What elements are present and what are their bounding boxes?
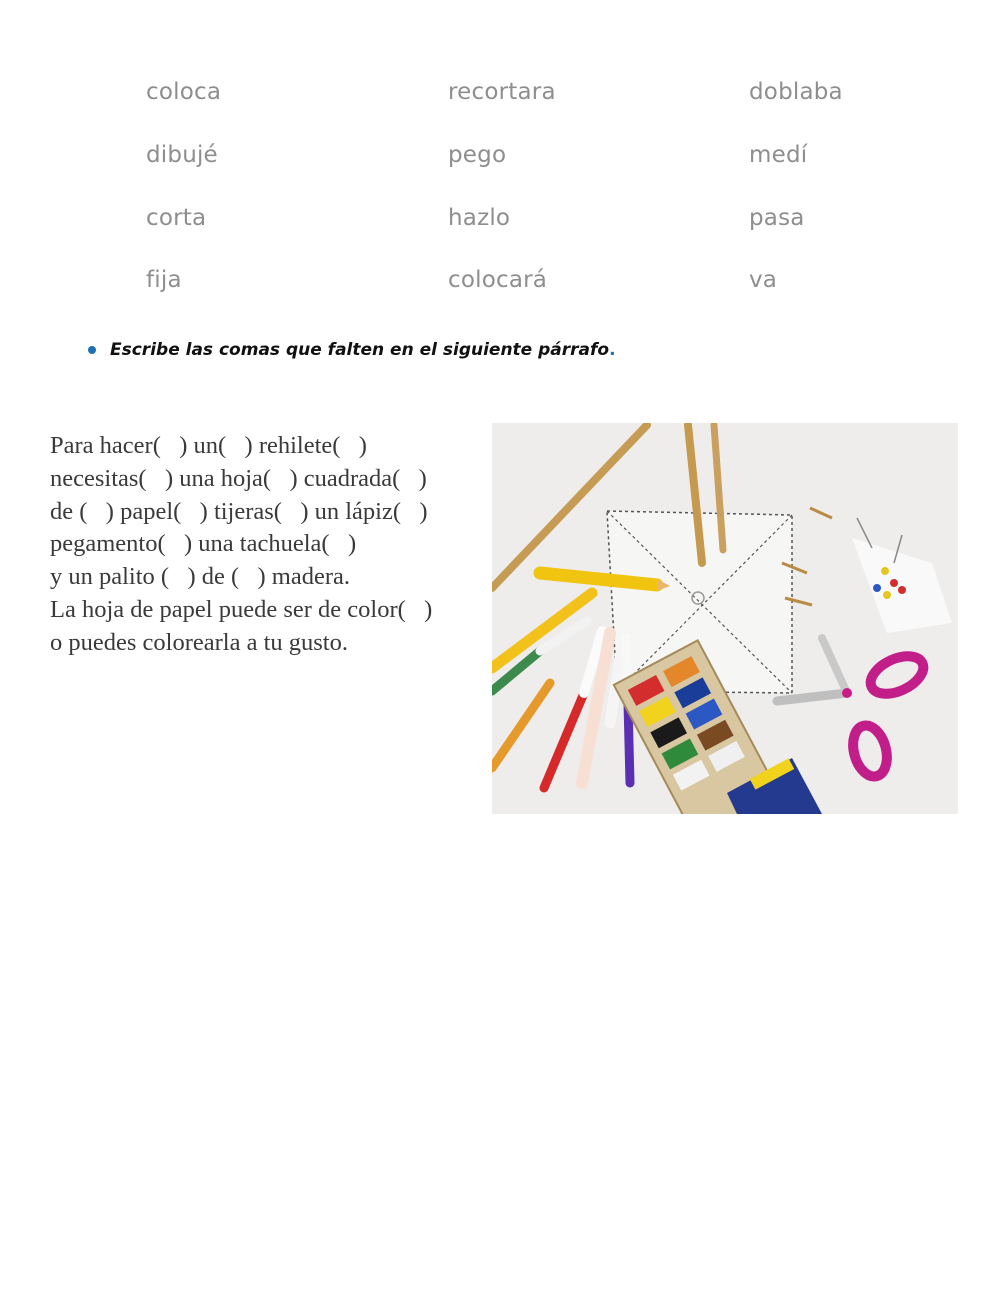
word-cell: pasa (749, 205, 805, 231)
word-cell: colocará (448, 267, 548, 293)
instruction-period: . (609, 340, 616, 360)
paragraph-line: o puedes colorearla a tu gusto. (50, 628, 348, 656)
bullet-icon (88, 346, 96, 354)
word-cell: coloca (146, 79, 222, 105)
word-cell: dibujé (146, 142, 218, 168)
word-cell: fija (146, 267, 182, 293)
word-cell: corta (146, 205, 207, 231)
paragraph-line: pegamento( ) una tachuela( ) (50, 530, 357, 558)
paragraph-line: de ( ) papel( ) tijeras( ) un lápiz( ) (50, 497, 428, 525)
word-table (146, 72, 906, 312)
instruction (88, 340, 616, 360)
paragraph-line: La hoja de papel puede ser de color( ) (50, 595, 433, 623)
paragraph-line: y un palito ( ) de ( ) madera. (50, 563, 351, 591)
word-cell: hazlo (448, 205, 511, 231)
word-cell: medí (749, 142, 808, 168)
craft-supplies-photo (492, 423, 958, 814)
word-cell: va (749, 267, 778, 293)
paragraph-line: Para hacer( ) un( ) rehilete( ) (50, 432, 367, 459)
exercise-paragraph (50, 430, 480, 660)
paint-box-label: 10 (740, 797, 763, 814)
word-cell: pego (448, 142, 507, 168)
word-cell: doblaba (749, 79, 843, 105)
instruction-text: Escribe las comas que falten en el siguiente párrafo (110, 340, 610, 360)
paragraph-line: necesitas( ) una hoja( ) cuadrada( ) (50, 464, 427, 492)
craft-supplies-illustration (492, 423, 958, 814)
word-cell: recortara (448, 79, 556, 105)
